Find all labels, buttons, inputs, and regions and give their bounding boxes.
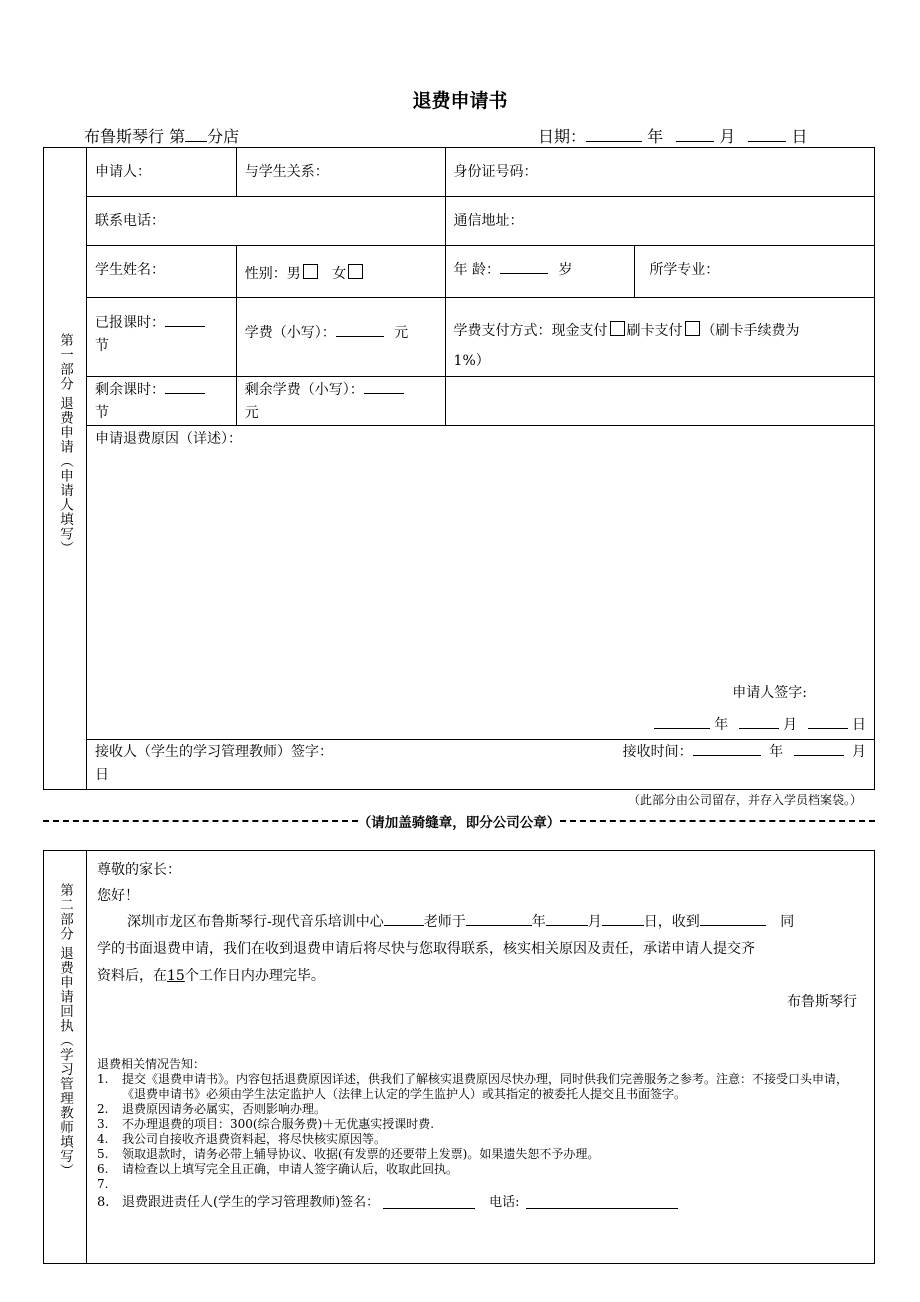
tuition-unit: 元 [394,325,409,341]
notice-item: 3. 不办理退费的项目：300(综合服务费)＋无优惠实授课时费. [97,1117,435,1131]
store-prefix: 布鲁斯琴行 第 [84,127,186,146]
receipt-signature: 布鲁斯琴行 [787,994,857,1010]
follow-up-signature-blank[interactable] [383,1195,475,1209]
salutation: 尊敬的家长： [97,862,181,878]
store-line [84,124,239,147]
receipt-para-line2: 学的书面退费申请，我们在收到退费申请后将尽快与您取得联系，核实相关原因及责任，承诺申请人提交齐 [97,941,755,957]
remaining-fee-blank[interactable] [364,379,404,394]
tuition-label: 学费（小写）： [244,325,336,341]
receive-time: 接收时间： 年 月 [623,741,866,764]
part1-side-label: 第一部分 退费申请（申请人填写） [56,333,73,556]
gender-female-checkbox[interactable] [348,264,363,279]
age-unit: 岁 [558,262,573,278]
age-field [445,246,635,298]
age-blank[interactable] [500,259,548,274]
remaining-hours-label: 剩余课时： [94,382,165,398]
part1-side-label-cell [44,148,87,790]
sign-day-blank[interactable] [808,714,848,729]
gender-female-label: 女 [332,266,347,282]
payment-cash-label: 学费支付方式：现金支付 [453,323,608,339]
notice-item: 7. [97,1177,109,1191]
receipt-day-blank[interactable] [602,911,644,926]
part2-side-label-cell [44,851,87,1263]
reason-field[interactable] [86,426,874,740]
address-field[interactable]: 通信地址： [445,197,874,246]
applicant-sign-date: 年 月 日 [654,714,866,734]
age-label: 年 龄： [453,262,500,278]
notice-item: 4. 我公司自接收齐退费资料起，将尽快核实原因等。 [97,1132,387,1146]
page-title: 退费申请书 [412,90,508,112]
remaining-fee-field [236,377,445,426]
receipt-para-line3: 资料后，在15个工作日内办理完毕。 [97,968,325,984]
date-label: 日期： [538,127,587,146]
relation-field[interactable]: 与学生关系： [236,148,445,197]
gender-label: 性别：男 [244,266,301,282]
notice-list [97,1057,859,1210]
date-month-blank[interactable] [676,127,714,142]
enrolled-hours-unit: 节 [94,338,109,354]
id-number-field[interactable]: 身份证号码： [445,148,874,197]
notice-title: 退费相关情况告知： [97,1057,206,1071]
working-days: 15 [167,968,185,984]
tuition-blank[interactable] [336,322,384,337]
major-field[interactable]: 所学专业： [635,246,875,298]
part2-side-label: 第二部分 退费申请回执（学习管理教师填写） [57,883,73,1179]
date-year-label: 年 [647,127,664,146]
follow-up-phone-blank[interactable] [526,1195,678,1209]
payment-card-label: 刷卡支付 [626,323,683,339]
student-name-field[interactable]: 学生姓名： [86,246,236,298]
enrolled-hours-blank[interactable] [165,312,205,327]
empty-cell [445,377,874,426]
reason-label: 申请退费原因（详述）： [94,431,242,447]
remaining-hours-field [86,377,236,426]
receipt-para-line1: 深圳市龙区布鲁斯琴行-现代音乐培训中心 老师于 年 月 日，收到 同 [127,911,794,931]
applicant-field[interactable]: 申请人： [86,148,236,197]
refund-application-table [43,147,875,790]
store-number-blank[interactable] [185,127,207,142]
retention-note: （此部分由公司留存，并存入学员档案袋。） [627,793,862,807]
notice-item: 2. 退费原因请务必属实，否则影响办理。 [97,1102,327,1116]
notice-item: 6. 请检查以上填写完全且正确，申请人签字确认后，收取此回执。 [97,1162,459,1176]
gender-field [236,246,445,298]
student-blank[interactable] [700,911,766,926]
payment-cash-checkbox[interactable] [610,321,625,336]
payment-method-field [445,298,874,377]
date-day-blank[interactable] [748,127,786,142]
receive-month-blank[interactable] [794,741,844,756]
receipt-year-blank[interactable] [466,911,532,926]
receive-time-day: 日 [94,767,109,783]
sign-year-blank[interactable] [654,714,710,729]
gender-male-checkbox[interactable] [303,264,318,279]
teacher-blank[interactable] [384,911,424,926]
enrolled-hours-field [86,298,236,377]
receiver-label: 接收人（学生的学习管理教师）签字： [94,744,333,760]
card-fee-note: （刷卡手续费为 [701,323,800,339]
notice-item-8: 8. 退费跟进责任人(学生的学习管理教师)签名： 电话: [97,1195,859,1210]
tuition-field [236,298,445,377]
remaining-hours-unit: 节 [94,405,109,421]
date-month-label: 月 [719,127,736,146]
applicant-sign-label: 申请人签字: [732,685,807,701]
card-fee-rate: 1%） [453,353,490,369]
enrolled-hours-label: 已报课时： [94,315,165,331]
store-suffix: 分店 [207,127,240,146]
remaining-fee-unit: 元 [244,405,259,421]
receive-year-blank[interactable] [693,741,761,756]
seal-separator [43,811,875,831]
date-year-blank[interactable] [586,127,642,142]
phone-field[interactable]: 联系电话： [86,197,445,246]
date-line [538,124,808,147]
receiver-field[interactable] [86,740,874,790]
receipt-section [43,850,875,1264]
seal-note: （请加盖骑缝章，即分公司公章） [357,815,561,831]
notice-item: 5. 领取退款时，请务必带上辅导协议、收据(有发票的还要带上发票)。如果遗失恕不予办理。 [97,1147,600,1161]
receipt-month-blank[interactable] [546,911,588,926]
sign-month-blank[interactable] [739,714,779,729]
payment-card-checkbox[interactable] [685,321,700,336]
date-day-label: 日 [791,127,808,146]
remaining-fee-label: 剩余学费（小写）： [244,382,364,398]
greeting: 您好！ [97,888,139,904]
notice-item: 1. 提交《退费申请书》。内容包括退费原因详述，供我们了解核实退费原因尽快办理，同时供我们完善服务之参考。注意：不接受口头申请，《退费申请书》必须由学生法定监护人（法律上认定的学生监护人）或其指定的被委托人提交且书面签字。 [97,1072,849,1101]
remaining-hours-blank[interactable] [165,379,205,394]
